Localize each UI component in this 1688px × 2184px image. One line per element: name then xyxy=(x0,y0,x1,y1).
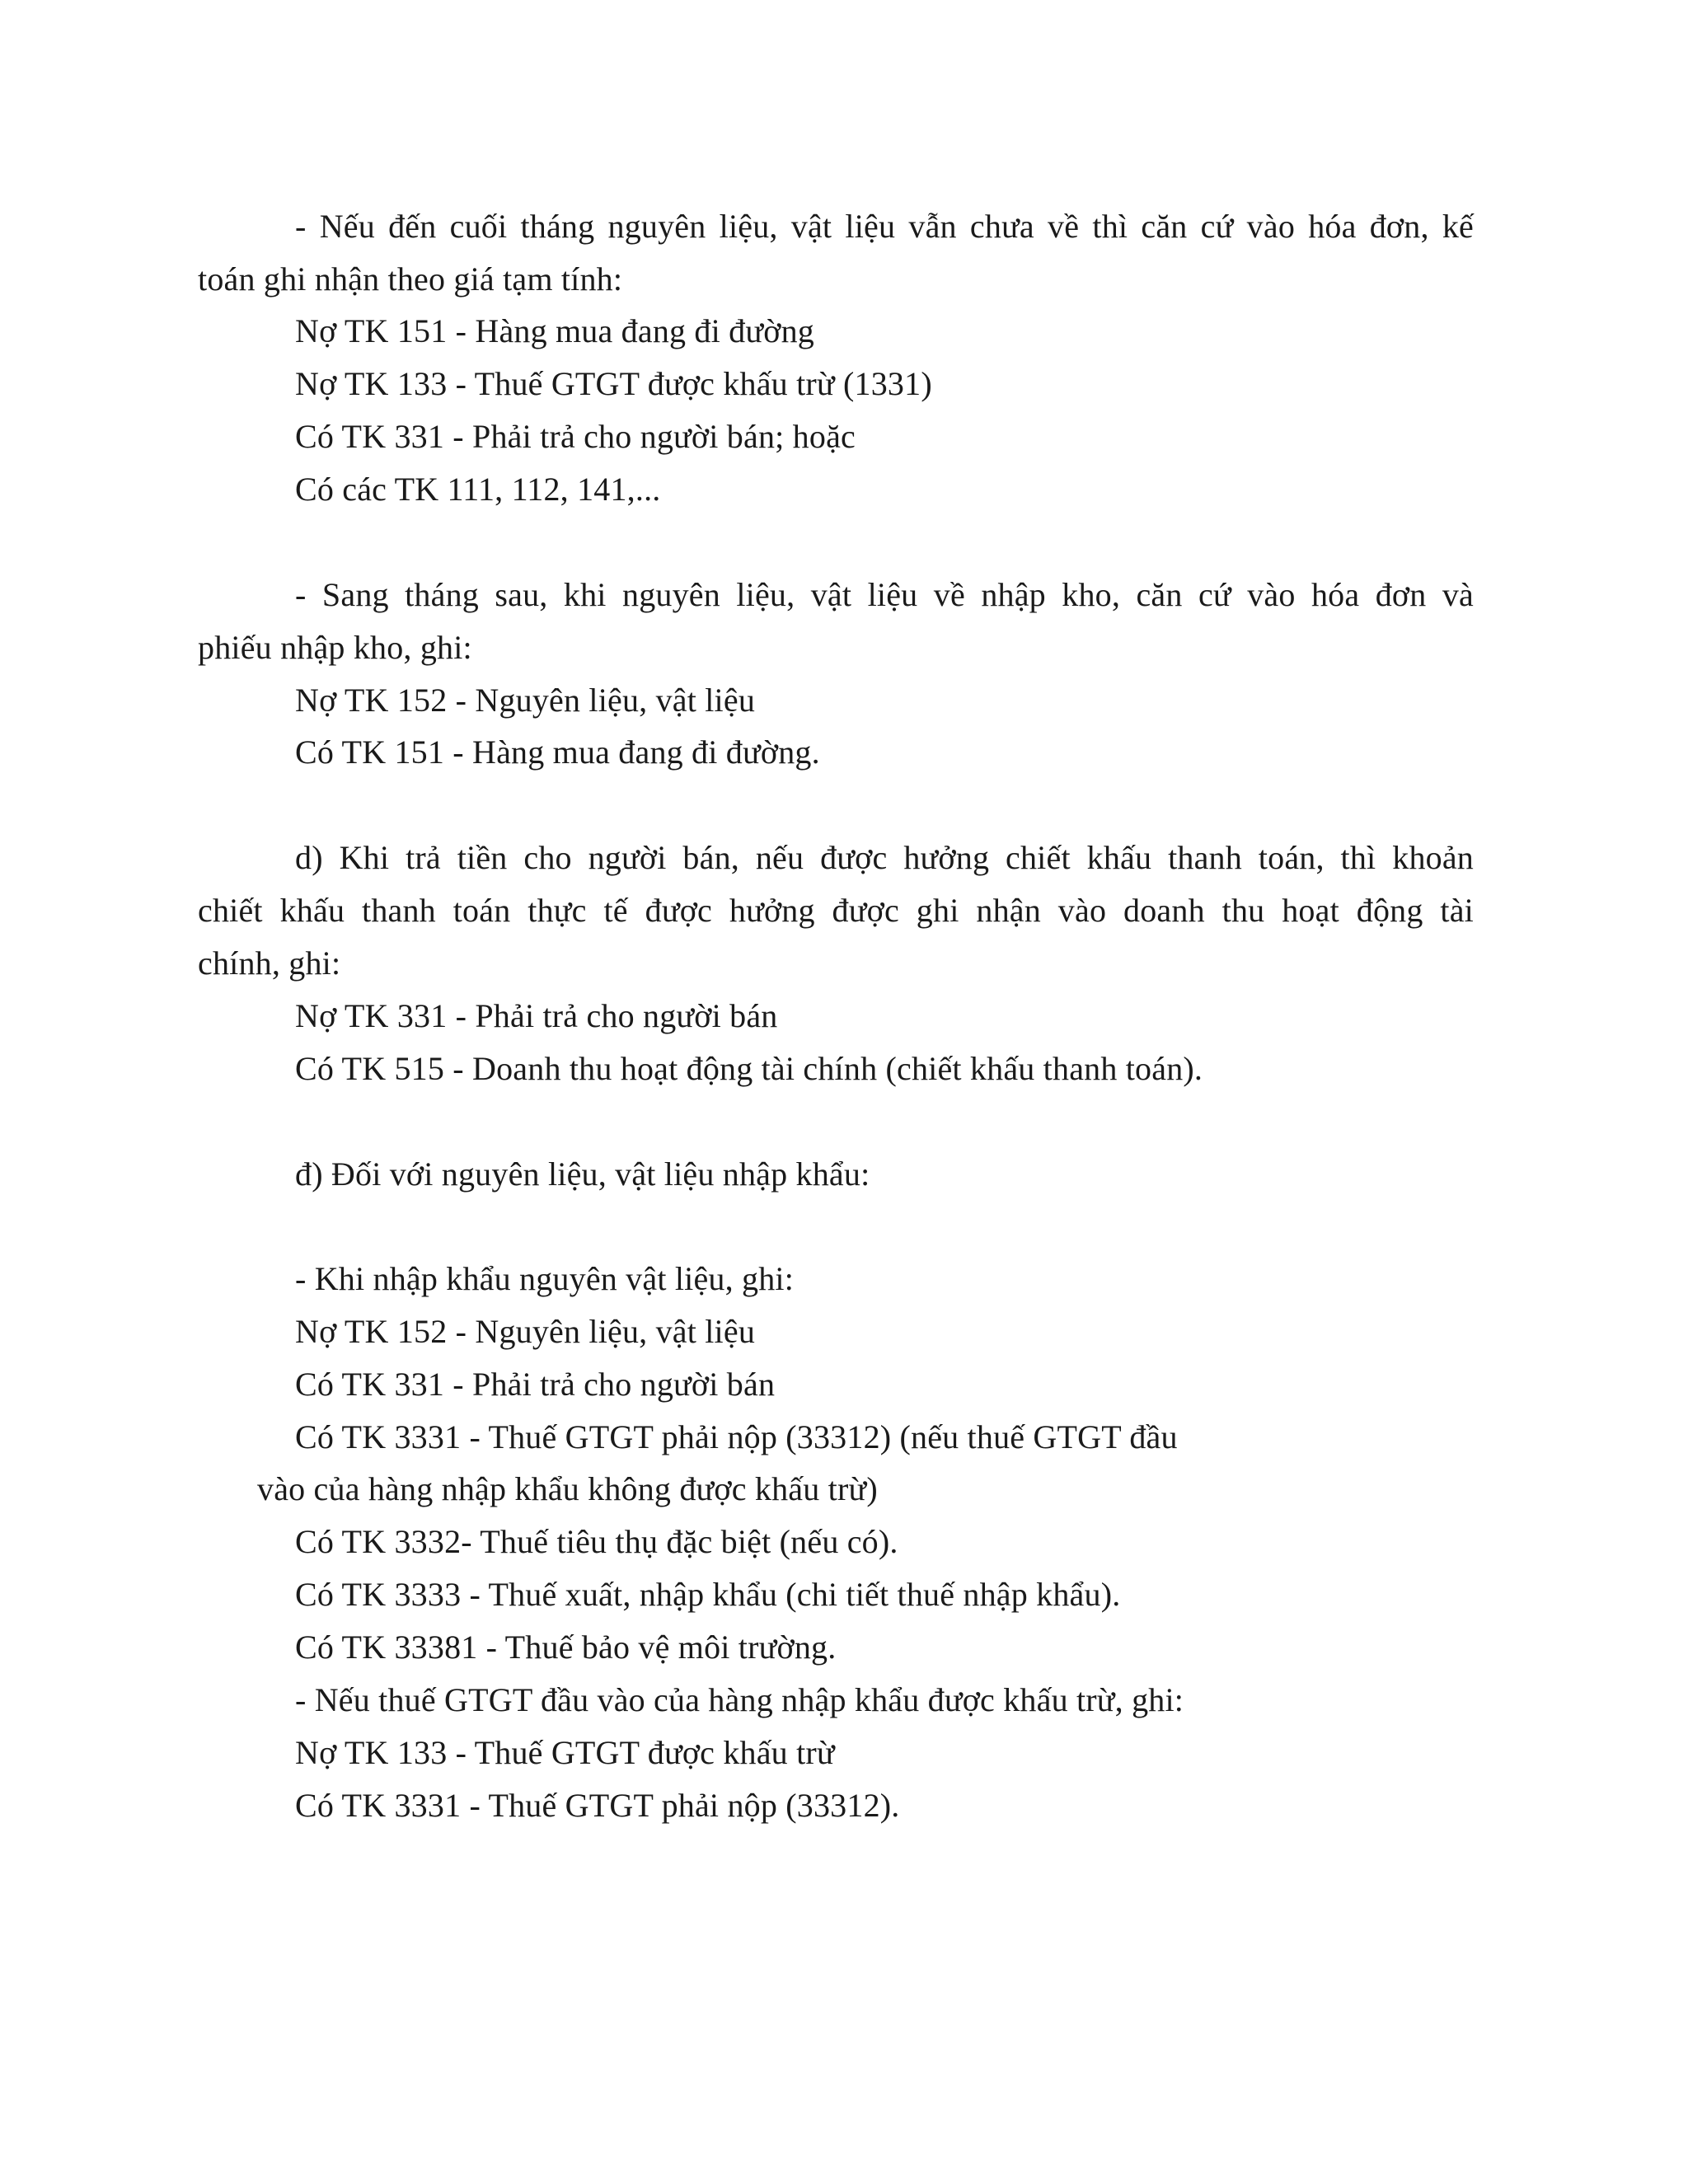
entry-line: Có TK 331 - Phải trả cho người bán; hoặc xyxy=(295,418,856,455)
paragraph-line: toán ghi nhận theo giá tạm tính: xyxy=(198,260,623,298)
entry-line: Nợ TK 133 - Thuế GTGT được khấu trừ (1331) xyxy=(295,365,932,402)
entry-line: Có TK 151 - Hàng mua đang đi đường. xyxy=(295,733,820,771)
entry-line: Có TK 3331 - Thuế GTGT phải nộp (33312) (nếu thuế GTGT đầu xyxy=(295,1418,1178,1455)
paragraph-line: - Sang tháng sau, khi nguyên liệu, vật liệu về nhập kho, căn cứ vào hóa đơn và xyxy=(295,576,1474,613)
entry-line: Nợ TK 133 - Thuế GTGT được khấu trừ xyxy=(295,1734,835,1771)
entry-line: Có TK 3333 - Thuế xuất, nhập khẩu (chi tiết thuế nhập khẩu). xyxy=(295,1576,1121,1613)
paragraph-line: - Khi nhập khẩu nguyên vật liệu, ghi: xyxy=(295,1260,795,1297)
paragraph-line: chiết khấu thanh toán thực tế được hưởng được ghi nhận vào doanh thu hoạt động tài xyxy=(198,892,1474,929)
entry-line: Nợ TK 152 - Nguyên liệu, vật liệu xyxy=(295,682,756,719)
entry-line: Có TK 331 - Phải trả cho người bán xyxy=(295,1366,776,1403)
paragraph-line: phiếu nhập kho, ghi: xyxy=(198,629,472,666)
paragraph-line: - Nếu đến cuối tháng nguyên liệu, vật liệu vẫn chưa về thì căn cứ vào hóa đơn, kế xyxy=(295,208,1474,245)
entry-line: Nợ TK 331 - Phải trả cho người bán xyxy=(295,997,778,1034)
entry-line: Có các TK 111, 112, 141,... xyxy=(295,471,661,508)
paragraph-line: chính, ghi: xyxy=(198,944,341,982)
entry-line: Nợ TK 152 - Nguyên liệu, vật liệu xyxy=(295,1313,756,1350)
entry-line: Có TK 515 - Doanh thu hoạt động tài chính (chiết khấu thanh toán). xyxy=(295,1050,1203,1087)
paragraph-line: d) Khi trả tiền cho người bán, nếu được hưởng chiết khấu thanh toán, thì khoản xyxy=(295,839,1474,876)
paragraph-line: - Nếu thuế GTGT đầu vào của hàng nhập khẩu được khấu trừ, ghi: xyxy=(295,1681,1184,1718)
entry-line: Có TK 33381 - Thuế bảo vệ môi trường. xyxy=(295,1629,837,1666)
entry-line: vào của hàng nhập khẩu không được khấu trừ) xyxy=(257,1470,878,1507)
section-heading: đ) Đối với nguyên liệu, vật liệu nhập khẩu: xyxy=(295,1155,870,1193)
entry-line: Có TK 3332- Thuế tiêu thụ đặc biệt (nếu có). xyxy=(295,1523,898,1560)
entry-line: Nợ TK 151 - Hàng mua đang đi đường xyxy=(295,312,814,349)
entry-line: Có TK 3331 - Thuế GTGT phải nộp (33312). xyxy=(295,1787,900,1824)
